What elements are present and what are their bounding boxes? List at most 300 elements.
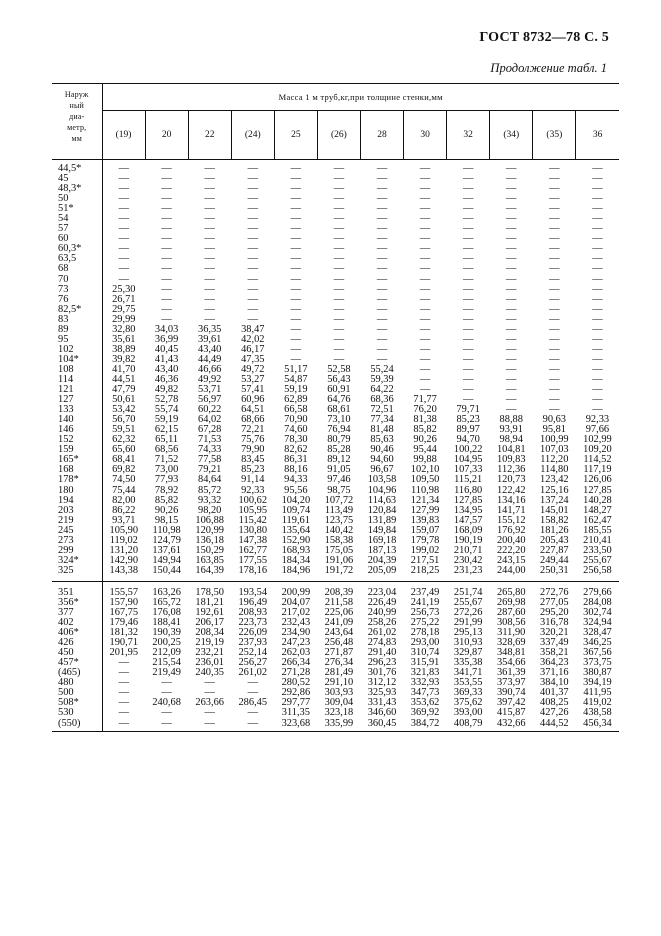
mass-cell: 274,83 <box>367 637 397 649</box>
mass-cell: — <box>333 173 345 185</box>
mass-cell: — <box>290 193 302 205</box>
mass-cell: 192,61 <box>195 607 224 619</box>
table-row <box>52 719 619 732</box>
outer-diameter-cell: (465) <box>52 668 102 678</box>
mass-cell: — <box>118 243 129 255</box>
mass-cell: 36,35 <box>198 323 222 335</box>
mass-cell: 269,98 <box>496 596 526 608</box>
mass-cell: — <box>592 203 603 215</box>
mass-cell: 56,43 <box>327 373 351 385</box>
mass-cell: 109,50 <box>410 474 440 486</box>
mass-cell: 39,82 <box>112 353 136 365</box>
mass-cell: — <box>419 273 431 285</box>
outer-diameter-cell: 325 <box>52 566 102 582</box>
mass-cell: — <box>419 263 431 275</box>
mass-cell: 90,26 <box>413 434 437 446</box>
mass-cell: — <box>419 233 431 245</box>
mass-cell: — <box>419 253 431 265</box>
mass-cell: — <box>333 313 345 325</box>
outer-diameter-cell: 57 <box>52 224 102 234</box>
mass-cell: 82,62 <box>284 444 308 456</box>
mass-cell: — <box>376 213 388 225</box>
mass-cell: — <box>247 203 258 215</box>
mass-cell: 77,93 <box>154 474 179 486</box>
mass-cell: — <box>592 163 603 174</box>
outer-diameter-cell: 76 <box>52 295 102 305</box>
outer-diameter-cell: 457* <box>52 658 102 668</box>
mass-cell: 311,35 <box>281 707 310 719</box>
mass-cell: — <box>419 193 431 205</box>
mass-cell: 255,67 <box>453 596 483 608</box>
mass-cell: 335,99 <box>317 719 360 732</box>
mass-cell: — <box>102 719 145 732</box>
outer-diameter-header: Наруж ный диа- метр, мм <box>52 84 102 160</box>
mass-cell: 94,70 <box>456 434 480 446</box>
outer-diameter-cell: 273 <box>52 536 102 546</box>
mass-cell: — <box>118 233 129 245</box>
mass-cell: 89,12 <box>327 454 351 466</box>
mass-cell: 411,95 <box>583 687 612 699</box>
mass-cell: 121,34 <box>410 494 440 506</box>
mass-cell: 104,20 <box>281 494 311 506</box>
mass-cell: 190,19 <box>453 534 483 546</box>
mass-cell: — <box>161 163 172 174</box>
mass-cell: — <box>118 667 129 679</box>
mass-cell: 335,38 <box>453 657 483 669</box>
mass-cell: 41,70 <box>112 363 136 375</box>
mass-cell: 287,60 <box>496 607 526 619</box>
mass-cell: 78,30 <box>284 434 308 446</box>
mass-cell: 384,72 <box>404 719 447 732</box>
mass-cell: 120,84 <box>367 504 397 516</box>
mass-cell: 364,23 <box>540 657 569 669</box>
mass-cell: 227,87 <box>540 544 569 556</box>
mass-cell: 206,17 <box>195 617 224 629</box>
mass-cell: — <box>462 203 474 215</box>
mass-cell: — <box>549 283 560 295</box>
outer-diameter-cell: 140 <box>52 415 102 425</box>
mass-cell: 53,27 <box>241 373 265 385</box>
mass-cell: 86,31 <box>284 454 308 466</box>
mass-cell: — <box>592 243 603 255</box>
mass-cell: 116,80 <box>454 484 483 496</box>
mass-cell: — <box>376 243 388 255</box>
mass-cell: 323,68 <box>274 719 317 732</box>
mass-cell: 147,38 <box>238 534 268 546</box>
mass-cell: 165,72 <box>152 596 181 608</box>
mass-cell: — <box>290 213 302 225</box>
mass-cell: 98,15 <box>154 514 179 526</box>
mass-cell: 137,61 <box>152 544 181 556</box>
mass-cell: 261,02 <box>367 627 397 639</box>
mass-cell: 90,26 <box>154 504 179 516</box>
mass-cell: — <box>549 213 560 225</box>
mass-cell: 127,99 <box>410 504 440 516</box>
mass-cell: 105,95 <box>238 504 268 516</box>
mass-cell: 94,33 <box>284 474 308 486</box>
wall-thickness-header: 32 <box>447 111 490 160</box>
mass-cell: 249,44 <box>540 554 569 566</box>
mass-cell: — <box>419 323 431 335</box>
mass-cell: 43,40 <box>154 363 179 375</box>
mass-cell: 373,97 <box>496 677 526 689</box>
mass-cell: 60,91 <box>327 384 351 396</box>
mass-cell: 93,71 <box>112 514 136 526</box>
mass-cell: 190,71 <box>109 637 139 649</box>
outer-diameter-cell: 508* <box>52 698 102 708</box>
mass-cell: — <box>462 253 474 265</box>
mass-cell: 371,16 <box>540 667 569 679</box>
mass-cell: — <box>290 283 302 295</box>
mass-cell: — <box>506 203 517 215</box>
outer-diameter-cell: 51* <box>52 204 102 214</box>
mass-cell: 40,45 <box>154 343 179 355</box>
mass-cell: 291,99 <box>453 617 483 629</box>
mass-cell: 114,52 <box>583 454 612 466</box>
mass-cell: 266,34 <box>281 657 311 669</box>
mass-cell: 59,39 <box>370 373 394 385</box>
mass-cell: — <box>204 193 215 205</box>
mass-cell: 258,26 <box>367 617 397 629</box>
mass-cell: 100,22 <box>453 444 483 456</box>
mass-cell: 360,45 <box>360 719 403 732</box>
mass-cell: 85,23 <box>456 414 480 426</box>
mass-cell: — <box>204 677 215 689</box>
mass-cell: 179,78 <box>410 534 440 546</box>
mass-cell: — <box>549 263 560 275</box>
mass-cell: 184,96 <box>274 566 317 582</box>
wall-thickness-header: (26) <box>317 111 360 160</box>
mass-cell: — <box>118 687 129 699</box>
mass-cell: 219,19 <box>195 637 224 649</box>
outer-diameter-cell: 245 <box>52 526 102 536</box>
mass-cell: 196,49 <box>238 596 268 608</box>
mass-cell: — <box>549 333 560 345</box>
mass-cell: 408,79 <box>447 719 490 732</box>
mass-cell: 432,66 <box>490 719 533 732</box>
mass-cell: 341,71 <box>453 667 483 679</box>
mass-cell: 67,28 <box>198 424 222 436</box>
mass-cell: — <box>333 263 345 275</box>
mass-cell: 237,49 <box>410 586 440 598</box>
mass-cell: 208,39 <box>324 586 354 598</box>
wall-thickness-header: 20 <box>145 111 188 160</box>
mass-cell: 353,62 <box>410 697 440 709</box>
wall-thickness-header: (19) <box>102 111 145 160</box>
mass-cell: 408,25 <box>540 697 569 709</box>
mass-cell: — <box>506 384 517 396</box>
wall-thickness-header: (35) <box>533 111 576 160</box>
mass-cell: 127,85 <box>583 484 612 496</box>
mass-cell: 177,55 <box>238 554 268 566</box>
mass-cell: — <box>333 243 345 255</box>
mass-cell: — <box>161 293 172 305</box>
mass-cell: 54,87 <box>284 373 308 385</box>
mass-cell: 169,18 <box>367 534 397 546</box>
mass-cell: 210,41 <box>583 534 612 546</box>
mass-cell: 380,87 <box>583 667 612 679</box>
mass-cell: — <box>247 313 258 325</box>
mass-cell: — <box>118 183 129 195</box>
mass-cell: 60,96 <box>241 394 265 406</box>
mass-cell: — <box>592 273 603 285</box>
mass-cell: 200,99 <box>281 586 311 598</box>
mass-cell: 347,73 <box>410 687 440 699</box>
mass-cell: — <box>419 283 431 295</box>
mass-cell: 49,72 <box>241 363 265 375</box>
mass-cell: 59,19 <box>284 384 308 396</box>
wall-thickness-header: (34) <box>490 111 533 160</box>
mass-cell: 252,14 <box>238 647 268 659</box>
mass-cell: 55,74 <box>154 404 179 416</box>
mass-cell: 157,90 <box>109 596 139 608</box>
mass-cell: — <box>462 384 474 396</box>
mass-cell: 159,07 <box>410 524 440 536</box>
mass-cell: 321,83 <box>410 667 440 679</box>
mass-cell: 301,76 <box>367 667 397 679</box>
table-row <box>52 160 619 175</box>
mass-cell: 232,43 <box>281 617 311 629</box>
mass-cell: 84,64 <box>198 474 222 486</box>
mass-cell: 276,34 <box>324 657 354 669</box>
mass-cell: 150,29 <box>195 544 224 556</box>
wall-thickness-header: (24) <box>231 111 274 160</box>
outer-diameter-cell: 165* <box>52 455 102 465</box>
mass-cell: — <box>161 183 172 195</box>
mass-cell: — <box>592 384 603 396</box>
mass-cell: 140,28 <box>583 494 612 506</box>
mass-cell: — <box>419 373 431 385</box>
mass-cell: — <box>419 384 431 396</box>
mass-cell: 265,80 <box>496 586 526 598</box>
mass-cell: — <box>376 333 388 345</box>
mass-cell: 155,12 <box>496 514 526 526</box>
mass-cell: 181,26 <box>540 524 569 536</box>
mass-cell: — <box>376 193 388 205</box>
mass-cell: 168,09 <box>453 524 483 536</box>
mass-cell: — <box>118 193 129 205</box>
mass-cell: — <box>462 303 474 315</box>
pipe-mass-table <box>52 83 619 732</box>
mass-cell: — <box>161 687 172 699</box>
mass-cell: 59,19 <box>154 414 179 426</box>
mass-cell: — <box>549 233 560 245</box>
mass-cell: 109,20 <box>583 444 612 456</box>
mass-cell: 89,97 <box>456 424 480 436</box>
mass-cell: 29,99 <box>112 313 136 325</box>
mass-cell: — <box>592 223 603 235</box>
mass-cell: 320,21 <box>540 627 569 639</box>
mass-cell: 143,38 <box>102 566 145 582</box>
mass-cell: — <box>592 183 603 195</box>
mass-cell: — <box>506 343 517 355</box>
mass-cell: — <box>333 293 345 305</box>
mass-cell: — <box>549 343 560 355</box>
mass-cell: 367,56 <box>583 647 612 659</box>
mass-cell: 401,37 <box>540 687 569 699</box>
mass-cell: — <box>118 707 129 719</box>
mass-cell: — <box>549 273 560 285</box>
mass-cell: — <box>549 373 560 385</box>
mass-cell: — <box>592 333 603 345</box>
mass-cell: — <box>592 363 603 375</box>
mass-cell: 85,28 <box>327 444 351 456</box>
mass-cell: 72,21 <box>241 424 265 436</box>
outer-diameter-cell: 63,5 <box>52 254 102 264</box>
mass-cell: 297,77 <box>281 697 311 709</box>
mass-cell: 106,88 <box>195 514 224 526</box>
mass-cell: — <box>247 233 258 245</box>
mass-cell: — <box>161 263 172 275</box>
mass-cell: 329,87 <box>453 647 483 659</box>
mass-cell: 82,00 <box>112 494 136 506</box>
mass-cell: — <box>118 203 129 215</box>
outer-diameter-cell: 500 <box>52 688 102 698</box>
mass-cell: — <box>290 263 302 275</box>
mass-cell: — <box>549 384 560 396</box>
mass-cell: — <box>204 173 215 185</box>
mass-cell: — <box>549 203 560 215</box>
mass-cell: 76,94 <box>327 424 351 436</box>
mass-cell: 74,60 <box>284 424 308 436</box>
mass-cell: 278,18 <box>410 627 440 639</box>
mass-cell: 88,88 <box>499 414 523 426</box>
mass-cell: — <box>592 373 603 385</box>
mass-cell: — <box>161 243 172 255</box>
mass-cell: — <box>506 353 517 365</box>
mass-cell: 243,64 <box>324 627 354 639</box>
mass-cell: 234,90 <box>281 627 311 639</box>
table-row <box>52 264 619 274</box>
mass-cell: 98,75 <box>327 484 351 496</box>
mass-cell: — <box>549 394 560 406</box>
outer-diameter-cell: 377 <box>52 608 102 618</box>
mass-cell: 77,58 <box>198 454 222 466</box>
mass-cell: 102,99 <box>583 434 612 446</box>
mass-cell: 162,47 <box>583 514 612 526</box>
mass-cell: — <box>549 363 560 375</box>
mass-cell: 311,90 <box>497 627 526 639</box>
mass-cell: — <box>188 719 231 732</box>
mass-cell: — <box>247 273 258 285</box>
outer-diameter-cell: 48,3* <box>52 184 102 194</box>
mass-cell: 107,03 <box>540 444 569 456</box>
mass-cell: — <box>204 233 215 245</box>
mass-cell: — <box>161 213 172 225</box>
mass-cell: 184,34 <box>281 554 311 566</box>
mass-cell: — <box>333 303 345 315</box>
mass-cell: 397,42 <box>496 697 526 709</box>
mass-cell: — <box>290 303 302 315</box>
mass-cell: — <box>118 253 129 265</box>
mass-cell: 134,95 <box>453 504 483 516</box>
mass-cell: 164,39 <box>188 566 231 582</box>
mass-cell: — <box>419 213 431 225</box>
mass-cell: — <box>376 253 388 265</box>
outer-diameter-cell: 50 <box>52 194 102 204</box>
mass-cell: 286,45 <box>238 697 268 709</box>
mass-cell: 204,07 <box>281 596 311 608</box>
mass-cell: — <box>290 173 302 185</box>
mass-cell: 59,51 <box>112 424 136 436</box>
mass-cell: — <box>506 323 517 335</box>
mass-cell: 256,48 <box>324 637 354 649</box>
mass-cell: — <box>419 203 431 215</box>
mass-cell: 115,42 <box>238 514 267 526</box>
outer-diameter-cell: 89 <box>52 325 102 335</box>
mass-cell: — <box>333 353 345 365</box>
mass-cell: — <box>247 193 258 205</box>
mass-cell: 29,75 <box>112 303 136 315</box>
wall-thickness-header: 28 <box>360 111 403 160</box>
mass-cell: — <box>506 313 517 325</box>
mass-cell: — <box>204 313 215 325</box>
mass-cell: — <box>592 313 603 325</box>
mass-cell: 163,85 <box>195 554 224 566</box>
outer-diameter-cell: 45 <box>52 174 102 184</box>
mass-cell: — <box>462 373 474 385</box>
mass-cell: 393,00 <box>453 707 483 719</box>
mass-cell: 204,39 <box>367 554 397 566</box>
mass-cell: 64,76 <box>327 394 351 406</box>
mass-cell: 86,22 <box>112 504 136 516</box>
mass-cell: 251,74 <box>453 586 483 598</box>
outer-diameter-cell: 530 <box>52 708 102 718</box>
mass-cell: — <box>592 213 603 225</box>
mass-cell: 80,79 <box>327 434 351 446</box>
outer-diameter-cell: 180 <box>52 486 102 496</box>
mass-cell: — <box>333 283 345 295</box>
mass-cell: — <box>506 173 517 185</box>
mass-cell: 353,55 <box>453 677 483 689</box>
mass-cell: 271,87 <box>324 647 354 659</box>
mass-cell: 145,01 <box>540 504 569 516</box>
mass-cell: 50,61 <box>112 394 136 406</box>
mass-cell: — <box>247 283 258 295</box>
mass-cell: 66,58 <box>284 404 308 416</box>
mass-cell: 105,90 <box>109 524 139 536</box>
mass-cell: 124,79 <box>152 534 181 546</box>
outer-diameter-cell: 299 <box>52 546 102 556</box>
mass-cell: 95,56 <box>284 484 308 496</box>
mass-cell: 44,51 <box>112 373 136 385</box>
mass-cell: 375,62 <box>453 697 483 709</box>
mass-cell: 262,03 <box>281 647 311 659</box>
mass-cell: — <box>290 333 302 345</box>
mass-cell: — <box>118 697 129 709</box>
mass-cell: — <box>290 233 302 245</box>
mass-cell: — <box>592 394 603 406</box>
mass-cell: — <box>333 273 345 285</box>
mass-cell: 225,06 <box>324 607 354 619</box>
mass-cell: 110,98 <box>152 524 181 536</box>
mass-cell: 110,98 <box>410 484 440 496</box>
mass-cell: — <box>462 233 474 245</box>
mass-cell: 237,93 <box>238 637 268 649</box>
mass-cell: 168,93 <box>281 544 311 556</box>
wall-thickness-header: 36 <box>576 111 619 160</box>
mass-cell: 120,73 <box>496 474 526 486</box>
mass-cell: 85,72 <box>198 484 222 496</box>
mass-cell: — <box>333 323 345 335</box>
mass-cell: — <box>290 243 302 255</box>
mass-cell: — <box>506 283 517 295</box>
mass-cell: — <box>376 233 388 245</box>
mass-cell: 71,53 <box>198 434 222 446</box>
mass-cell: 52,78 <box>154 394 179 406</box>
mass-cell: 131,89 <box>367 514 397 526</box>
outer-diameter-cell: 73 <box>52 285 102 295</box>
